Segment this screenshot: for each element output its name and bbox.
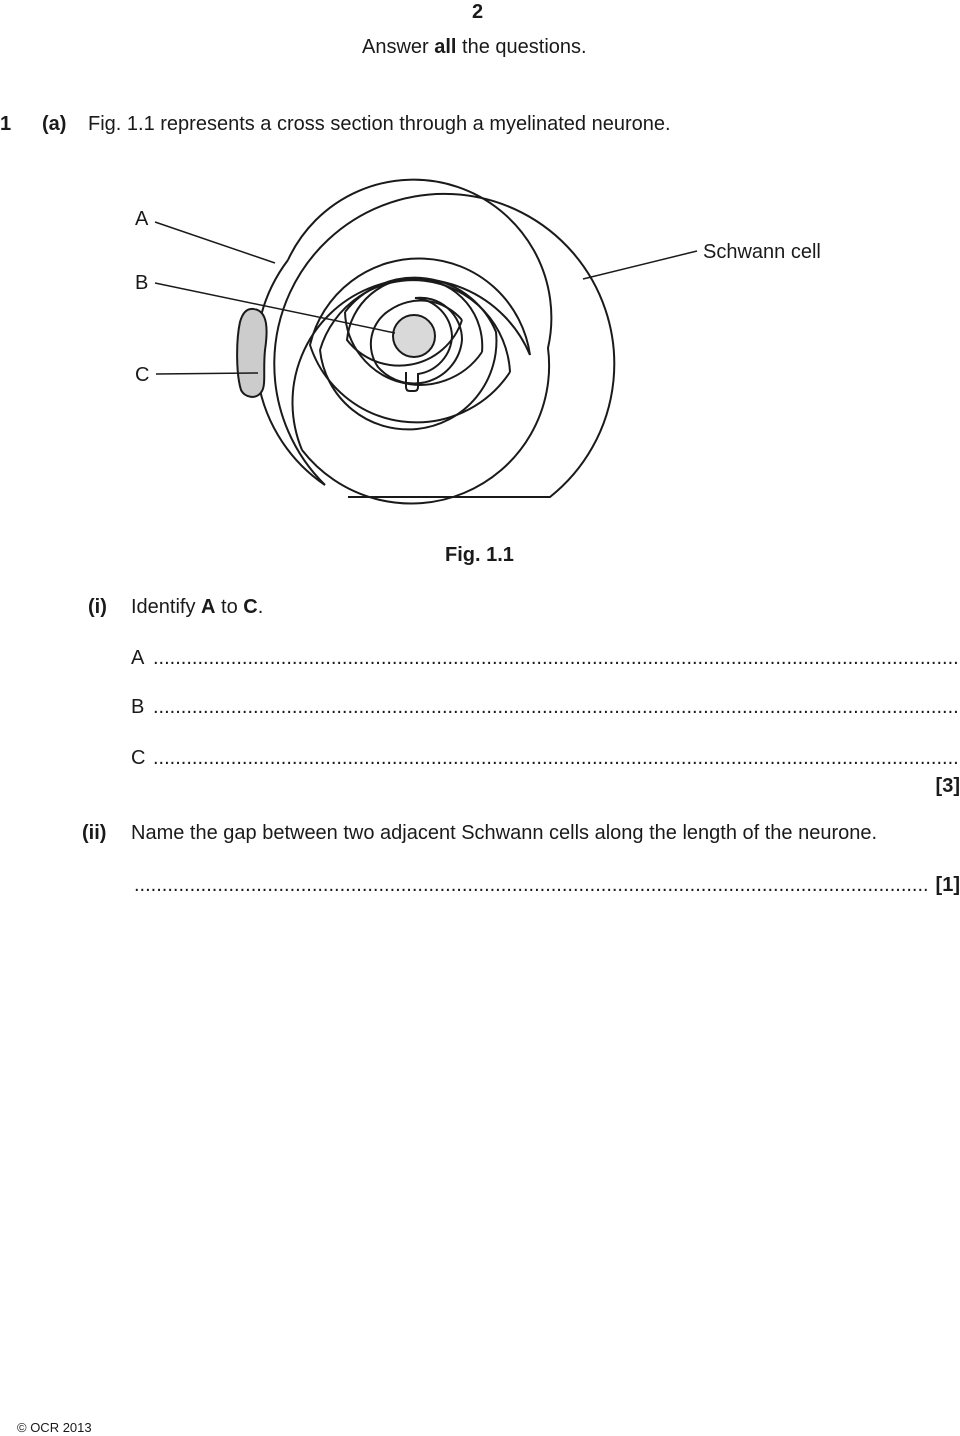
label-schwann-leader-line <box>583 251 697 279</box>
footer-copyright: © OCR 2013 <box>17 1420 92 1435</box>
answer-line-c[interactable] <box>131 746 960 770</box>
question-stem: Fig. 1.1 represents a cross section through a myelinated neurone. <box>88 113 671 135</box>
sub-i-text-a: A <box>201 596 216 618</box>
label-a: A <box>135 208 149 230</box>
instruction-before: Answer <box>362 36 435 58</box>
question-part: (a) <box>42 113 67 135</box>
label-c: C <box>135 364 150 386</box>
answer-line-a[interactable] <box>131 646 960 670</box>
question-number: 1 <box>0 113 12 135</box>
sub-i-text-before: Identify <box>131 596 202 618</box>
sub-i-label: (i) <box>88 596 107 618</box>
label-b: B <box>135 272 149 294</box>
sub-ii-question: Name the gap between two adjacent Schwann cells along the length of the neurone. <box>131 822 878 844</box>
answer-line-b[interactable] <box>131 695 960 719</box>
label-c-leader-line <box>156 373 258 374</box>
figure-caption: Fig. 1.1 <box>445 544 514 566</box>
answer-line-b-label: B <box>131 696 145 718</box>
sub-i-marks: [3] <box>935 775 960 797</box>
neurone-cross-section-figure <box>0 150 960 530</box>
sub-i-text-c: C <box>243 596 258 618</box>
sub-i-text-mid: to <box>215 596 244 618</box>
instruction <box>362 35 587 59</box>
answer-line-c-label: C <box>131 747 146 769</box>
instruction-bold: all <box>434 36 457 58</box>
axon <box>393 315 435 357</box>
sub-i-question <box>131 595 263 619</box>
answer-line-a-dots <box>153 646 960 670</box>
answer-line-b-dots <box>153 695 960 719</box>
instruction-after: the questions. <box>456 36 587 58</box>
label-a-leader-line <box>155 222 275 263</box>
sub-i-text-end: . <box>257 596 264 618</box>
schwann-cell-nucleus <box>237 309 266 397</box>
label-schwann-cell: Schwann cell <box>703 241 821 263</box>
answer-line-c-dots <box>153 746 960 770</box>
answer-line-a-label: A <box>131 647 145 669</box>
schwann-cell-outer-membrane <box>274 194 614 497</box>
answer-line-ii-dots <box>134 873 930 897</box>
sub-ii-label: (ii) <box>82 822 107 844</box>
sub-ii-marks: [1] <box>935 874 960 896</box>
page-number: 2 <box>472 1 484 23</box>
